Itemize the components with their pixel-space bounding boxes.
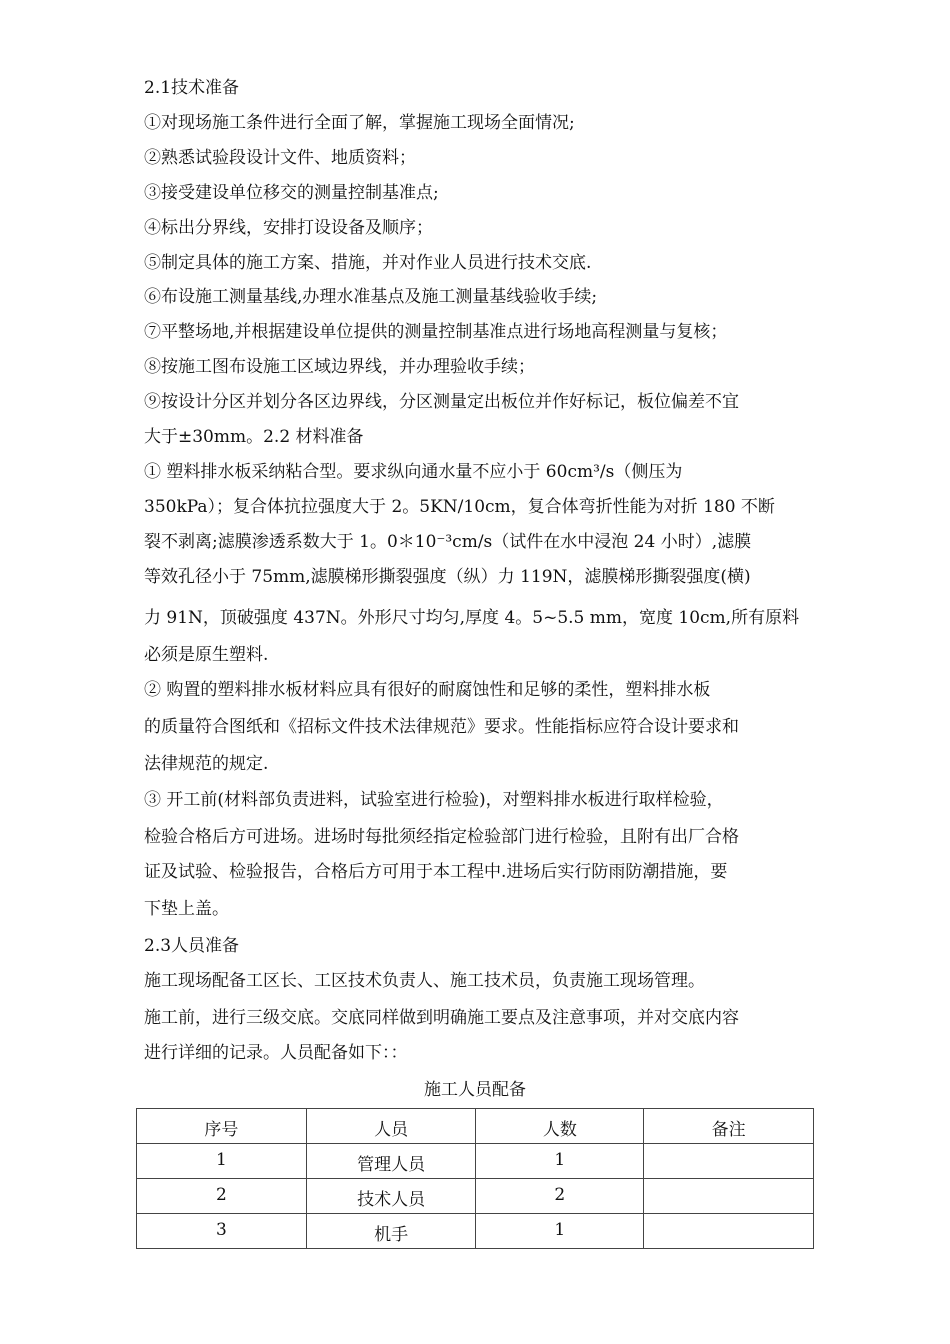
header-cell-staff: 人员 <box>306 1109 476 1144</box>
section-heading-2-3: 2.3人员准备 <box>144 936 240 956</box>
text-line: 力 91N，顶破强度 437N。外形尺寸均匀,厚度 4。5~5.5 mm，宽度 10cm,所有原料 <box>144 608 800 628</box>
table-cell: 1 <box>137 1144 307 1179</box>
table-cell: 1 <box>476 1144 644 1179</box>
text-line: 进行详细的记录。人员配备如下：： <box>144 1043 408 1063</box>
table-cell: 2 <box>137 1179 307 1214</box>
table-cell: 2 <box>476 1179 644 1214</box>
text-line: ① 塑料排水板采纳粘合型。要求纵向通水量不应小于 60cm³/s（侧压为 <box>144 462 683 482</box>
text-line: ⑧按施工图布设施工区域边界线，并办理验收手续； <box>144 357 535 377</box>
table-cell <box>644 1214 814 1249</box>
text-line: ⑥布设施工测量基线,办理水准基点及施工测量基线验收手续; <box>144 287 598 307</box>
text-line: 法律规范的规定. <box>144 754 269 774</box>
table-title: 施工人员配备 <box>424 1080 526 1100</box>
text-line: ⑦平整场地,并根据建设单位提供的测量控制基准点进行场地高程测量与复核； <box>144 322 728 342</box>
text-line: ①对现场施工条件进行全面了解，掌握施工现场全面情况; <box>144 113 575 133</box>
text-line: 检验合格后方可进场。进场时每批须经指定检验部门进行检验，且附有出厂合格 <box>144 827 739 847</box>
header-cell-count: 人数 <box>476 1109 644 1144</box>
table-row <box>137 1214 814 1249</box>
table-cell: 管理人员 <box>306 1144 476 1179</box>
text-line: 的质量符合图纸和《招标文件技术法律规范》要求。性能指标应符合设计要求和 <box>144 717 739 737</box>
section-heading-2-1: 2.1技术准备 <box>144 78 240 98</box>
table-cell <box>644 1179 814 1214</box>
table-cell: 机手 <box>306 1214 476 1249</box>
text-line: ② 购置的塑料排水板材料应具有很好的耐腐蚀性和足够的柔性，塑料排水板 <box>144 680 711 700</box>
table-cell: 3 <box>137 1214 307 1249</box>
table-cell: 1 <box>476 1214 644 1249</box>
text-line: 裂不剥离;滤膜渗透系数大于 1。0＊10⁻³cm/s（试件在水中浸泡 24 小时）,滤膜 <box>144 532 752 552</box>
text-line: ⑨按设计分区并划分各区边界线，分区测量定出板位并作好标记，板位偏差不宜 <box>144 392 739 412</box>
text-line: 等效孔径小于 75mm,滤膜梯形撕裂强度（纵）力 119N，滤膜梯形撕裂强度(横) <box>144 567 751 587</box>
text-line: 施工现场配备工区长、工区技术负责人、施工技术员，负责施工现场管理。 <box>144 971 705 991</box>
table-cell: 技术人员 <box>306 1179 476 1214</box>
text-line: 证及试验、检验报告，合格后方可用于本工程中.进场后实行防雨防潮措施，要 <box>144 862 728 882</box>
text-line: ④标出分界线，安排打设设备及顺序； <box>144 218 433 238</box>
header-cell-index: 序号 <box>137 1109 307 1144</box>
text-line: ②熟悉试验段设计文件、地质资料； <box>144 148 416 168</box>
staff-table <box>136 1108 814 1249</box>
text-line: ③ 开工前(材料部负责进料，试验室进行检验)，对塑料排水板进行取样检验， <box>144 790 724 810</box>
header-cell-remarks: 备注 <box>644 1109 814 1144</box>
text-line: 施工前，进行三级交底。交底同样做到明确施工要点及注意事项，并对交底内容 <box>144 1008 739 1028</box>
text-line: ⑤制定具体的施工方案、措施，并对作业人员进行技术交底. <box>144 253 592 273</box>
table-row <box>137 1179 814 1214</box>
text-line: ③接受建设单位移交的测量控制基准点; <box>144 183 439 203</box>
text-line: 大于±30mm。2.2 材料准备 <box>144 427 364 447</box>
table-row <box>137 1144 814 1179</box>
table-header-row <box>137 1109 814 1144</box>
text-line: 必须是原生塑料. <box>144 645 269 665</box>
text-line: 350kPa）；复合体抗拉强度大于 2。5KN/10cm，复合体弯折性能为对折 180 不断 <box>144 497 775 517</box>
text-line: 下垫上盖。 <box>144 899 229 919</box>
table-cell <box>644 1144 814 1179</box>
